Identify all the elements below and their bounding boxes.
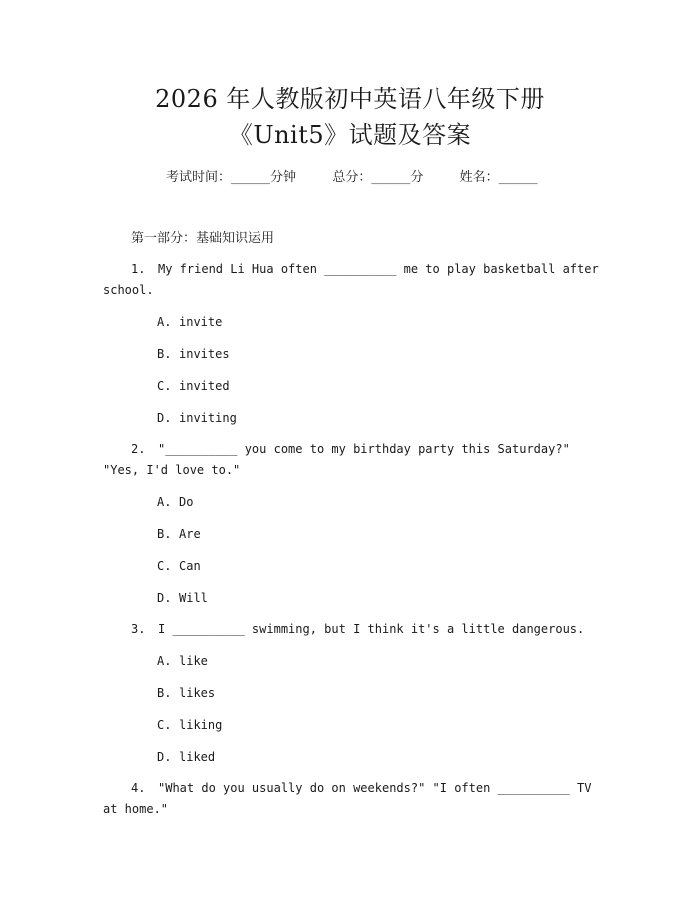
option-letter: B. xyxy=(157,347,172,361)
option-letter: D. xyxy=(157,750,172,764)
question-1 xyxy=(103,259,600,301)
option-letter: A. xyxy=(157,495,172,509)
option-letter: D. xyxy=(157,591,172,605)
option-letter: A. xyxy=(157,654,172,668)
option-2d xyxy=(157,589,208,607)
option-3d xyxy=(157,748,215,766)
option-letter: C. xyxy=(157,379,172,393)
option-text: liked xyxy=(179,750,216,764)
option-text: invite xyxy=(179,315,223,329)
question-text: "__________ you come to my birthday party this Saturday?" "Yes, I'd love to." xyxy=(103,442,570,477)
total-score-label: 总分： xyxy=(332,170,372,185)
option-text: Will xyxy=(179,591,208,605)
option-letter: C. xyxy=(157,559,172,573)
option-1b xyxy=(157,345,230,363)
option-text: invited xyxy=(179,379,230,393)
question-number: 3. xyxy=(131,622,146,636)
option-text: Are xyxy=(179,527,201,541)
option-2a xyxy=(157,493,193,511)
question-3 xyxy=(103,619,600,640)
option-1a xyxy=(157,313,222,331)
question-4 xyxy=(103,778,600,820)
option-3b xyxy=(157,684,215,702)
option-text: invites xyxy=(179,347,230,361)
exam-info-row xyxy=(166,169,538,187)
option-letter: B. xyxy=(157,527,172,541)
option-3c xyxy=(157,716,222,734)
question-text: I __________ swimming, but I think it's a little dangerous. xyxy=(158,622,585,636)
name-label: 姓名： xyxy=(459,170,499,185)
option-letter: B. xyxy=(157,686,172,700)
question-text: "What do you usually do on weekends?" "I often __________ TV at home." xyxy=(103,781,592,816)
option-letter: A. xyxy=(157,315,172,329)
option-letter: C. xyxy=(157,718,172,732)
name-blank: ______ xyxy=(498,170,538,185)
option-1c xyxy=(157,377,230,395)
page-title-line-1: 2026 年人教版初中英语八年级下册 xyxy=(155,85,545,113)
exam-time-label: 考试时间： xyxy=(166,170,232,185)
option-letter: D. xyxy=(157,411,172,425)
exam-time-blank: ______ xyxy=(231,170,271,185)
question-number: 4. xyxy=(131,781,146,795)
question-2 xyxy=(103,439,600,481)
option-2b xyxy=(157,525,201,543)
option-3a xyxy=(157,652,208,670)
question-number: 1. xyxy=(131,262,146,276)
option-text: Do xyxy=(179,495,194,509)
question-number: 2. xyxy=(131,442,146,456)
option-1d xyxy=(157,409,237,427)
section-heading: 第一部分：基础知识运用 xyxy=(131,231,275,246)
option-text: like xyxy=(179,654,208,668)
total-score-unit: 分 xyxy=(410,170,424,185)
question-text: My friend Li Hua often __________ me to play basketball after school. xyxy=(103,262,599,297)
page-title-line-2: 《Unit5》试题及答案 xyxy=(228,121,472,149)
option-text: liking xyxy=(179,718,223,732)
option-2c xyxy=(157,557,201,575)
option-text: likes xyxy=(179,686,216,700)
total-score-blank: ______ xyxy=(371,170,411,185)
exam-time-unit: 分钟 xyxy=(270,170,297,185)
option-text: inviting xyxy=(179,411,237,425)
option-text: Can xyxy=(179,559,201,573)
